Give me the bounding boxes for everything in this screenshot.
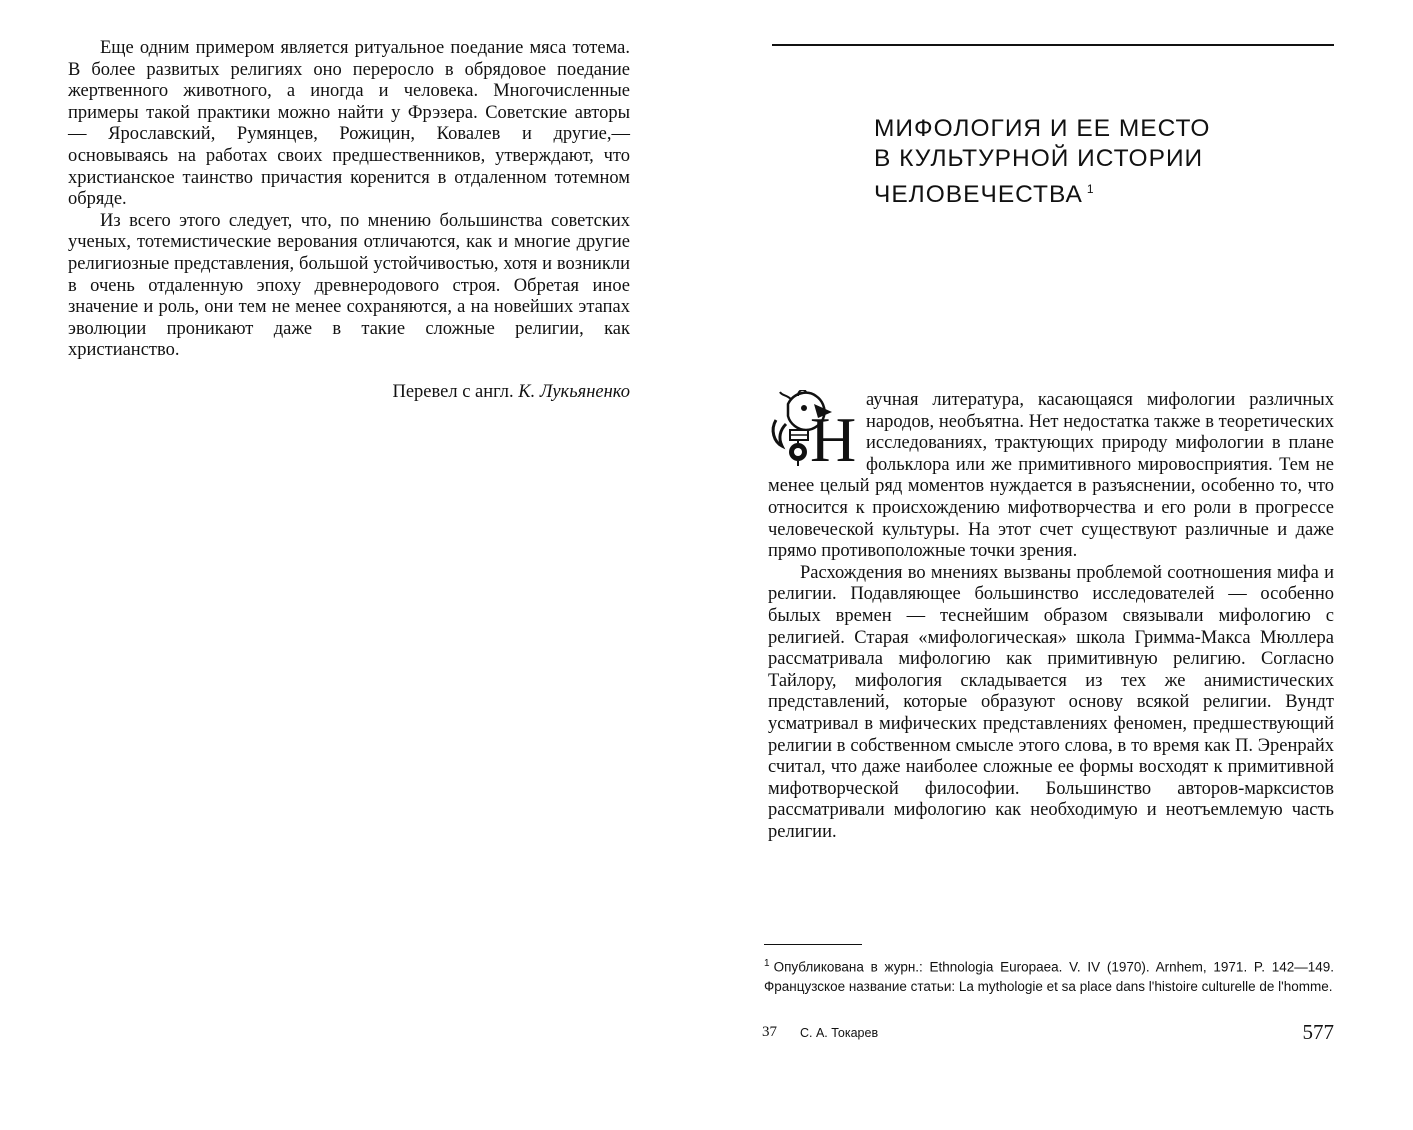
translator-prefix: Перевел с англ. [392, 381, 514, 402]
right-paragraph-1 [768, 390, 1334, 563]
page-footer [762, 1020, 1334, 1050]
header-rule [772, 44, 1334, 46]
chapter-title-line-2: В КУЛЬТУРНОЙ ИСТОРИИ [874, 145, 1204, 172]
footnote [764, 954, 1334, 996]
page-number: 577 [1302, 1020, 1334, 1044]
left-page [0, 0, 706, 1130]
right-page [706, 0, 1413, 1130]
chapter-title [874, 114, 1294, 210]
translator-name: К. Лукьяненко [518, 381, 630, 402]
signature-number: 37 [762, 1024, 777, 1040]
translator-credit [68, 382, 630, 404]
footnote-text: Опубликована в журн.: Ethnologia Europaea. V. IV (1970). Arnhem, 1971. P. 142—149. Французское название статьи: La mythologie et sa place dans l'histoire culturelle de l'homme. [764, 959, 1334, 994]
title-footnote-mark: 1 [1086, 182, 1095, 196]
signature-author: С. А. Токарев [800, 1026, 879, 1040]
right-paragraph-1-text: аучная литература, касающаяся мифологии различных народов, необъятна. Нет недостатка также в теоретических исследованиях, трактующих природу мифологии в плане фольклора или же примитивного мировосприятия. Тем не менее целый ряд моментов нуждается в разъяснении, особенно то, что относится к происхождению мифотворчества и его роли в прогрессе человеческой культуры. На этот счет существуют различные и даже прямо противоположные точки зрения. [768, 390, 1334, 562]
chapter-title-line-1: МИФОЛОГИЯ И ЕЕ МЕСТО [874, 115, 1211, 142]
left-text-column [68, 38, 630, 404]
footnote-number: 1 [764, 958, 770, 969]
chapter-title-line-3 [874, 174, 1294, 210]
drop-cap [768, 390, 860, 475]
chapter-title-line-3-text: ЧЕЛОВЕЧЕСТВА [874, 181, 1083, 209]
right-paragraph-2: Расхождения во мнениях вызваны проблемой соотношения мифа и религии. Подавляющее большинство исследователей — особенно былых времен — теснейшим образом связывали мифологию с религией. Старая «мифологическая» школа Гримма-Макса Мюллера рассматривала мифологию как примитивную религию. Согласно Тайлору, мифология складывается из тех же анимистических представлений, которые образуют основу всякой религии. Вундт усматривал в мифических представлениях феномен, предшествующий религии в собственном смысле этого слова, в то время как П. Эренрайх считал, что даже наиболее сложные ее формы восходят к примитивной мифотворческой философии. Большинство авторов-марксистов рассматривали мифологию как необходимую и неотъемлемую часть религии. [768, 562, 1334, 842]
footnote-rule [764, 944, 862, 945]
drop-cap-letter: Н [810, 404, 857, 475]
left-paragraph-1: Еще одним примером является ритуальное поедание мяса тотема. В более развитых религиях оно переросло в обрядовое поедание жертвенного животного, а иногда и человека. Многочисленные примеры такой практики можно найти у Фрэзера. Советские авторы — Ярославский, Румянцев, Рожицин, Ковалев и другие,— основываясь на работах своих предшественников, утверждают, что христианское таинство причастия коренится в отдаленном тотемном обряде. [68, 38, 630, 210]
left-paragraph-2: Из всего этого следует, что, по мнению большинства советских ученых, тотемистические верования отличаются, как и многие другие религиозные представления, большой устойчивостью, хотя и возникли в очень отдаленную эпоху древнеродового строя. Обретая иное значение и роль, они тем не менее сохраняются, а на новейших этапах эволюции проникают даже в такие сложные религии, как христианство. [68, 210, 630, 361]
right-text-column [768, 390, 1334, 843]
